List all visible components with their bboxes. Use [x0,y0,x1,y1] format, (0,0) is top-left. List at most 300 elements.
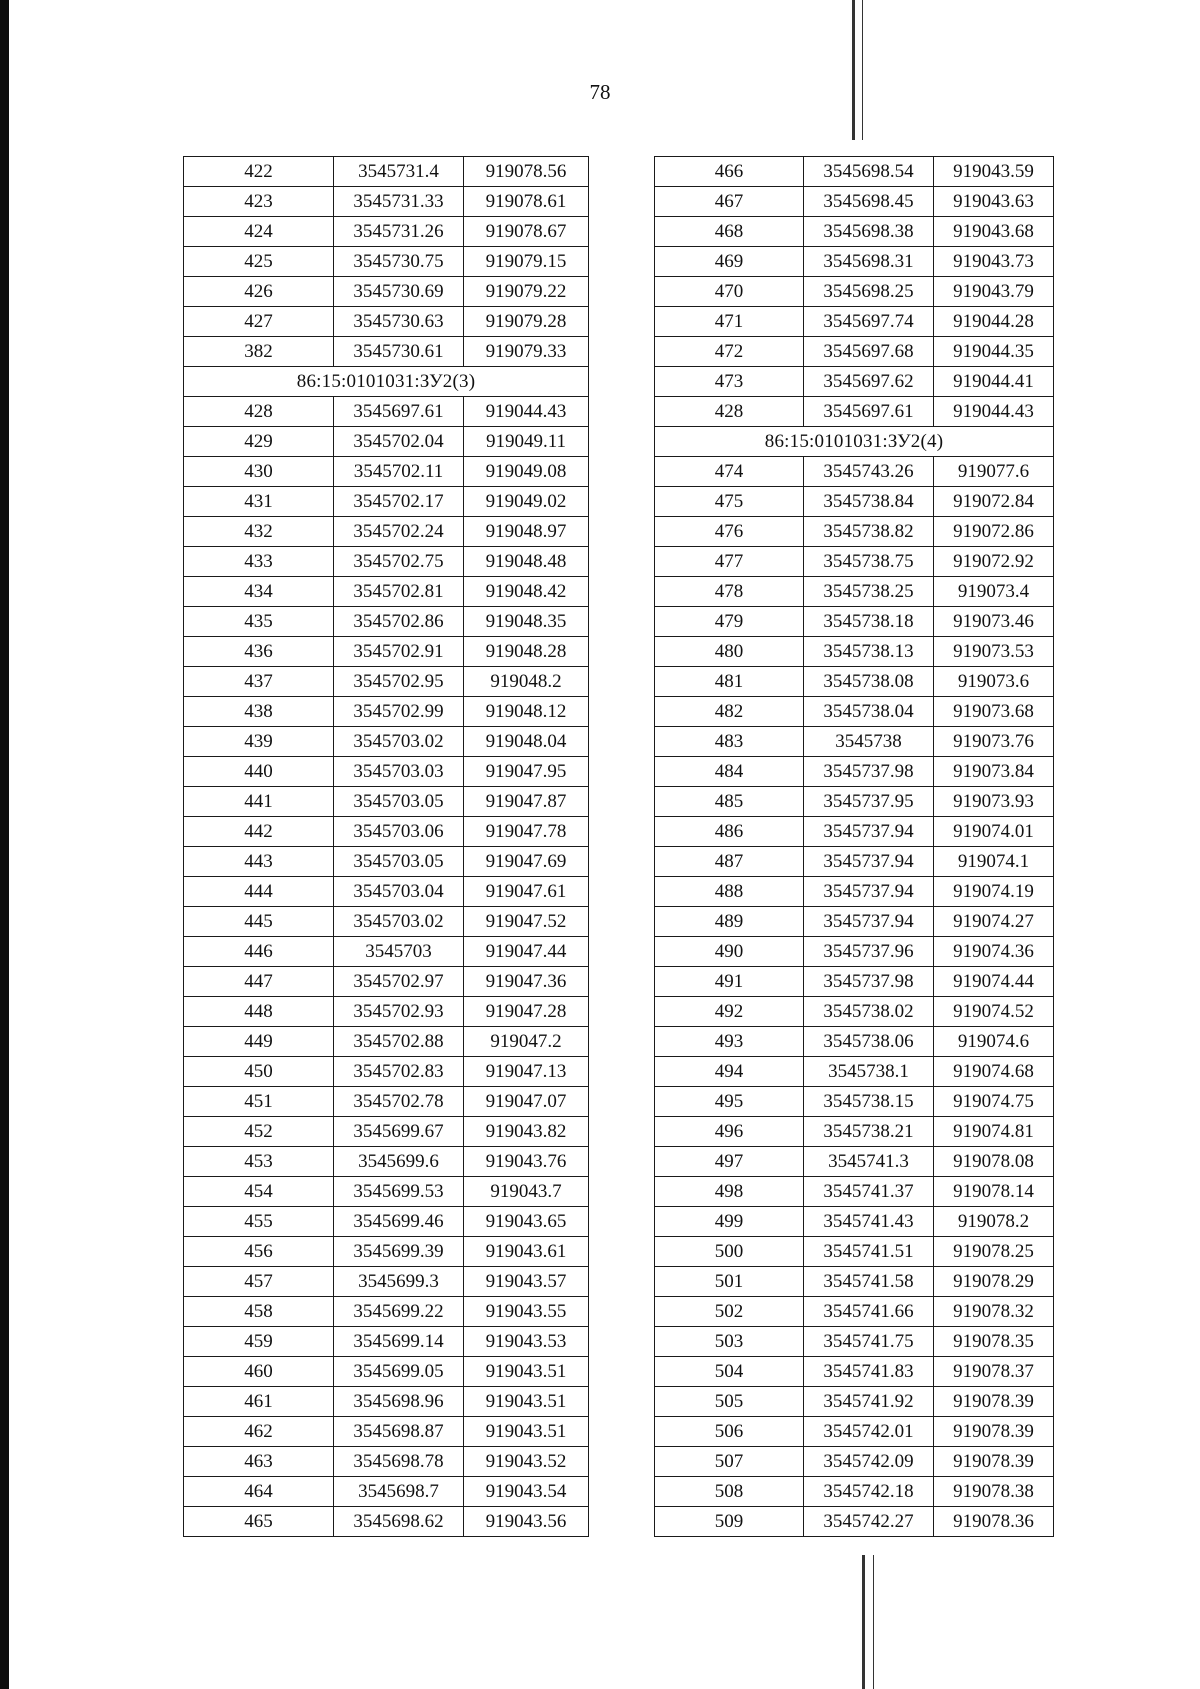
point-number: 434 [184,577,334,607]
x-coordinate: 3545741.37 [804,1177,934,1207]
y-coordinate: 919048.35 [464,607,589,637]
y-coordinate: 919073.76 [934,727,1054,757]
y-coordinate: 919047.44 [464,937,589,967]
point-number: 479 [655,607,804,637]
x-coordinate: 3545702.97 [334,967,464,997]
point-number: 486 [655,817,804,847]
y-coordinate: 919043.51 [464,1357,589,1387]
table-row [655,307,1054,337]
x-coordinate: 3545742.01 [804,1417,934,1447]
table-row [184,1387,589,1417]
y-coordinate: 919074.81 [934,1117,1054,1147]
x-coordinate: 3545738.82 [804,517,934,547]
table-row [655,337,1054,367]
point-number: 439 [184,727,334,757]
x-coordinate: 3545698.25 [804,277,934,307]
y-coordinate: 919044.43 [934,397,1054,427]
x-coordinate: 3545702.04 [334,427,464,457]
x-coordinate: 3545697.62 [804,367,934,397]
y-coordinate: 919043.52 [464,1447,589,1477]
y-coordinate: 919074.01 [934,817,1054,847]
table-row [184,307,589,337]
x-coordinate: 3545698.96 [334,1387,464,1417]
table-row [655,217,1054,247]
table-row [655,607,1054,637]
point-number: 501 [655,1267,804,1297]
y-coordinate: 919078.56 [464,157,589,187]
table-row [655,517,1054,547]
table-row [184,1477,589,1507]
point-number: 478 [655,577,804,607]
table-row [184,457,589,487]
parcel-id: 86:15:0101031:ЗУ2(4) [655,427,1054,457]
section-header-row [184,367,589,397]
point-number: 499 [655,1207,804,1237]
table-row [655,157,1054,187]
x-coordinate: 3545737.98 [804,967,934,997]
x-coordinate: 3545738.15 [804,1087,934,1117]
y-coordinate: 919078.29 [934,1267,1054,1297]
y-coordinate: 919079.28 [464,307,589,337]
x-coordinate: 3545737.96 [804,937,934,967]
x-coordinate: 3545737.94 [804,907,934,937]
table-row [184,517,589,547]
y-coordinate: 919044.28 [934,307,1054,337]
table-row [184,247,589,277]
point-number: 474 [655,457,804,487]
point-number: 460 [184,1357,334,1387]
table-row [655,757,1054,787]
table-row [184,757,589,787]
x-coordinate: 3545730.61 [334,337,464,367]
x-coordinate: 3545737.94 [804,847,934,877]
table-row [655,457,1054,487]
scan-artifact-bottom [862,1555,865,1689]
y-coordinate: 919043.76 [464,1147,589,1177]
y-coordinate: 919047.69 [464,847,589,877]
y-coordinate: 919078.39 [934,1447,1054,1477]
table-row [184,577,589,607]
table-row [655,487,1054,517]
point-number: 481 [655,667,804,697]
y-coordinate: 919049.02 [464,487,589,517]
x-coordinate: 3545699.3 [334,1267,464,1297]
point-number: 455 [184,1207,334,1237]
table-row [655,1147,1054,1177]
y-coordinate: 919074.19 [934,877,1054,907]
point-number: 502 [655,1297,804,1327]
point-number: 492 [655,997,804,1027]
y-coordinate: 919048.97 [464,517,589,547]
table-row [655,967,1054,997]
table-row [184,1177,589,1207]
y-coordinate: 919047.28 [464,997,589,1027]
table-row [184,967,589,997]
x-coordinate: 3545702.88 [334,1027,464,1057]
table-row [184,877,589,907]
point-number: 444 [184,877,334,907]
table-row [655,997,1054,1027]
point-number: 500 [655,1237,804,1267]
x-coordinate: 3545731.26 [334,217,464,247]
point-number: 432 [184,517,334,547]
point-number: 450 [184,1057,334,1087]
table-row [184,727,589,757]
point-number: 509 [655,1507,804,1537]
x-coordinate: 3545738.13 [804,637,934,667]
table-row [655,397,1054,427]
table-row [655,667,1054,697]
table-row [655,937,1054,967]
y-coordinate: 919048.2 [464,667,589,697]
y-coordinate: 919078.08 [934,1147,1054,1177]
point-number: 442 [184,817,334,847]
x-coordinate: 3545741.51 [804,1237,934,1267]
y-coordinate: 919043.61 [464,1237,589,1267]
y-coordinate: 919047.95 [464,757,589,787]
x-coordinate: 3545698.38 [804,217,934,247]
y-coordinate: 919043.51 [464,1417,589,1447]
table-row [184,787,589,817]
point-number: 462 [184,1417,334,1447]
x-coordinate: 3545698.45 [804,187,934,217]
x-coordinate: 3545731.33 [334,187,464,217]
table-row [655,1177,1054,1207]
y-coordinate: 919079.15 [464,247,589,277]
scan-artifact-bottom-thin [873,1555,874,1689]
table-row [655,577,1054,607]
x-coordinate: 3545742.27 [804,1507,934,1537]
y-coordinate: 919078.36 [934,1507,1054,1537]
x-coordinate: 3545699.22 [334,1297,464,1327]
table-row [184,397,589,427]
x-coordinate: 3545741.3 [804,1147,934,1177]
x-coordinate: 3545741.75 [804,1327,934,1357]
point-number: 426 [184,277,334,307]
table-row [655,697,1054,727]
point-number: 467 [655,187,804,217]
x-coordinate: 3545702.93 [334,997,464,1027]
table-row [655,1237,1054,1267]
point-number: 454 [184,1177,334,1207]
x-coordinate: 3545742.18 [804,1477,934,1507]
point-number: 483 [655,727,804,757]
x-coordinate: 3545699.46 [334,1207,464,1237]
table-row [184,1117,589,1147]
point-number: 425 [184,247,334,277]
x-coordinate: 3545702.24 [334,517,464,547]
point-number: 424 [184,217,334,247]
x-coordinate: 3545737.98 [804,757,934,787]
coordinates-table-right [654,156,1054,1537]
point-number: 459 [184,1327,334,1357]
table-row [655,367,1054,397]
y-coordinate: 919048.48 [464,547,589,577]
table-row [655,1297,1054,1327]
x-coordinate: 3545697.68 [804,337,934,367]
table-row [655,1447,1054,1477]
table-row [655,877,1054,907]
y-coordinate: 919047.2 [464,1027,589,1057]
point-number: 443 [184,847,334,877]
point-number: 507 [655,1447,804,1477]
point-number: 461 [184,1387,334,1417]
point-number: 498 [655,1177,804,1207]
y-coordinate: 919043.65 [464,1207,589,1237]
point-number: 471 [655,307,804,337]
x-coordinate: 3545737.95 [804,787,934,817]
point-number: 475 [655,487,804,517]
x-coordinate: 3545703.05 [334,787,464,817]
point-number: 427 [184,307,334,337]
y-coordinate: 919072.86 [934,517,1054,547]
x-coordinate: 3545699.14 [334,1327,464,1357]
table-row [655,727,1054,757]
y-coordinate: 919043.82 [464,1117,589,1147]
point-number: 489 [655,907,804,937]
x-coordinate: 3545699.39 [334,1237,464,1267]
table-row [655,1387,1054,1417]
table-row [655,1117,1054,1147]
y-coordinate: 919043.79 [934,277,1054,307]
x-coordinate: 3545703.03 [334,757,464,787]
y-coordinate: 919047.07 [464,1087,589,1117]
y-coordinate: 919074.68 [934,1057,1054,1087]
point-number: 496 [655,1117,804,1147]
point-number: 428 [655,397,804,427]
scan-edge-left [0,0,9,1689]
table-row [184,277,589,307]
y-coordinate: 919047.13 [464,1057,589,1087]
point-number: 423 [184,187,334,217]
x-coordinate: 3545738 [804,727,934,757]
table-row [184,907,589,937]
y-coordinate: 919048.04 [464,727,589,757]
y-coordinate: 919043.54 [464,1477,589,1507]
table-row [655,847,1054,877]
x-coordinate: 3545741.83 [804,1357,934,1387]
x-coordinate: 3545702.91 [334,637,464,667]
point-number: 431 [184,487,334,517]
x-coordinate: 3545698.54 [804,157,934,187]
table-row [655,817,1054,847]
table-row [184,1417,589,1447]
y-coordinate: 919073.84 [934,757,1054,787]
point-number: 477 [655,547,804,577]
point-number: 456 [184,1237,334,1267]
y-coordinate: 919074.75 [934,1087,1054,1117]
y-coordinate: 919078.14 [934,1177,1054,1207]
x-coordinate: 3545699.67 [334,1117,464,1147]
point-number: 488 [655,877,804,907]
table-row [184,1357,589,1387]
point-number: 441 [184,787,334,817]
table-row [184,1027,589,1057]
x-coordinate: 3545738.1 [804,1057,934,1087]
table-row [655,1327,1054,1357]
point-number: 508 [655,1477,804,1507]
y-coordinate: 919043.53 [464,1327,589,1357]
table-row [184,157,589,187]
x-coordinate: 3545702.75 [334,547,464,577]
table-row [184,1297,589,1327]
coordinates-table-left [183,156,589,1537]
x-coordinate: 3545738.08 [804,667,934,697]
table-row [184,817,589,847]
y-coordinate: 919073.93 [934,787,1054,817]
x-coordinate: 3545741.92 [804,1387,934,1417]
x-coordinate: 3545697.61 [334,397,464,427]
x-coordinate: 3545731.4 [334,157,464,187]
table-row [184,1267,589,1297]
point-number: 485 [655,787,804,817]
table-row [184,697,589,727]
x-coordinate: 3545738.06 [804,1027,934,1057]
table-row [655,1417,1054,1447]
table-row [184,217,589,247]
y-coordinate: 919044.41 [934,367,1054,397]
y-coordinate: 919043.68 [934,217,1054,247]
y-coordinate: 919044.43 [464,397,589,427]
x-coordinate: 3545741.43 [804,1207,934,1237]
y-coordinate: 919078.2 [934,1207,1054,1237]
table-row [184,667,589,697]
x-coordinate: 3545737.94 [804,877,934,907]
table-row [184,547,589,577]
x-coordinate: 3545738.84 [804,487,934,517]
x-coordinate: 3545699.6 [334,1147,464,1177]
y-coordinate: 919078.61 [464,187,589,217]
x-coordinate: 3545738.04 [804,697,934,727]
y-coordinate: 919074.1 [934,847,1054,877]
y-coordinate: 919072.84 [934,487,1054,517]
point-number: 452 [184,1117,334,1147]
table-row [184,1507,589,1537]
y-coordinate: 919043.7 [464,1177,589,1207]
point-number: 458 [184,1297,334,1327]
y-coordinate: 919073.46 [934,607,1054,637]
point-number: 480 [655,637,804,667]
table-row [655,1507,1054,1537]
point-number: 504 [655,1357,804,1387]
x-coordinate: 3545698.31 [804,247,934,277]
y-coordinate: 919074.44 [934,967,1054,997]
point-number: 494 [655,1057,804,1087]
point-number: 493 [655,1027,804,1057]
point-number: 469 [655,247,804,277]
point-number: 472 [655,337,804,367]
point-number: 382 [184,337,334,367]
table-row [655,547,1054,577]
y-coordinate: 919074.52 [934,997,1054,1027]
x-coordinate: 3545698.87 [334,1417,464,1447]
table-row [184,337,589,367]
x-coordinate: 3545698.62 [334,1507,464,1537]
y-coordinate: 919047.36 [464,967,589,997]
point-number: 446 [184,937,334,967]
point-number: 440 [184,757,334,787]
y-coordinate: 919043.56 [464,1507,589,1537]
x-coordinate: 3545699.05 [334,1357,464,1387]
x-coordinate: 3545743.26 [804,457,934,487]
y-coordinate: 919078.39 [934,1417,1054,1447]
table-row [655,907,1054,937]
table-row [184,1057,589,1087]
x-coordinate: 3545742.09 [804,1447,934,1477]
y-coordinate: 919043.57 [464,1267,589,1297]
x-coordinate: 3545697.61 [804,397,934,427]
y-coordinate: 919044.35 [934,337,1054,367]
y-coordinate: 919078.67 [464,217,589,247]
x-coordinate: 3545698.78 [334,1447,464,1477]
y-coordinate: 919078.35 [934,1327,1054,1357]
x-coordinate: 3545702.86 [334,607,464,637]
page-number: 78 [589,80,611,104]
y-coordinate: 919047.87 [464,787,589,817]
x-coordinate: 3545702.95 [334,667,464,697]
table-row [184,487,589,517]
y-coordinate: 919073.53 [934,637,1054,667]
point-number: 464 [184,1477,334,1507]
point-number: 436 [184,637,334,667]
y-coordinate: 919072.92 [934,547,1054,577]
point-number: 495 [655,1087,804,1117]
x-coordinate: 3545738.18 [804,607,934,637]
x-coordinate: 3545703.02 [334,727,464,757]
table-row [184,187,589,217]
point-number: 422 [184,157,334,187]
point-number: 490 [655,937,804,967]
x-coordinate: 3545702.78 [334,1087,464,1117]
point-number: 505 [655,1387,804,1417]
point-number: 487 [655,847,804,877]
table-row [184,427,589,457]
point-number: 451 [184,1087,334,1117]
y-coordinate: 919049.11 [464,427,589,457]
point-number: 428 [184,397,334,427]
y-coordinate: 919077.6 [934,457,1054,487]
table-row [655,1357,1054,1387]
y-coordinate: 919074.6 [934,1027,1054,1057]
table-row [184,847,589,877]
y-coordinate: 919043.55 [464,1297,589,1327]
table-row [184,997,589,1027]
point-number: 476 [655,517,804,547]
table-row [655,187,1054,217]
point-number: 465 [184,1507,334,1537]
x-coordinate: 3545730.69 [334,277,464,307]
y-coordinate: 919073.68 [934,697,1054,727]
y-coordinate: 919078.37 [934,1357,1054,1387]
y-coordinate: 919047.52 [464,907,589,937]
x-coordinate: 3545741.58 [804,1267,934,1297]
point-number: 466 [655,157,804,187]
table-row [184,1147,589,1177]
point-number: 438 [184,697,334,727]
point-number: 453 [184,1147,334,1177]
scan-artifact-top-thin [862,0,863,140]
x-coordinate: 3545703.06 [334,817,464,847]
point-number: 447 [184,967,334,997]
point-number: 468 [655,217,804,247]
point-number: 463 [184,1447,334,1477]
table-row [655,277,1054,307]
y-coordinate: 919078.25 [934,1237,1054,1267]
table-row [184,1207,589,1237]
x-coordinate: 3545741.66 [804,1297,934,1327]
x-coordinate: 3545738.25 [804,577,934,607]
y-coordinate: 919043.63 [934,187,1054,217]
